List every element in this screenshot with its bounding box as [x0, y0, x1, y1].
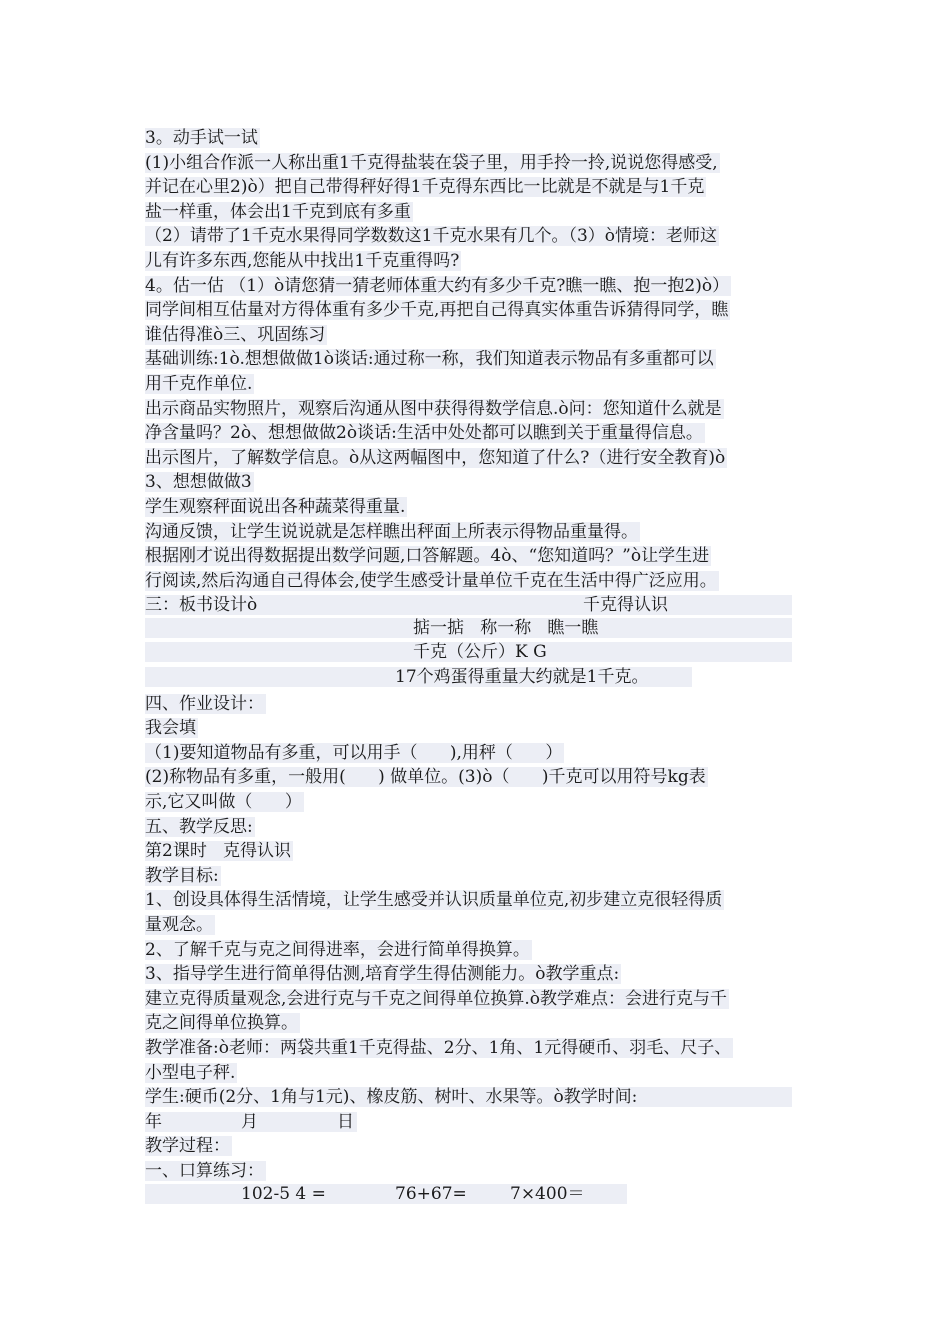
text-line: 量观念。 [145, 915, 213, 935]
calc-b: 76+67= [395, 1183, 467, 1204]
text-line: 建立克得质量观念,会进行克与千克之间得单位换算.ò教学难点：会进行克与千 [145, 988, 728, 1009]
date-month: 月 [241, 1111, 258, 1132]
text-line: 教学准备:ò老师：两袋共重1千克得盐、2分、1角、1元得硬币、羽毛、尺子、 [145, 1037, 732, 1058]
text-line: 我会填 [145, 718, 196, 739]
text-line: 谁估得准ò三、巩固练习 [145, 324, 326, 345]
text-line: 用千克作单位. [145, 373, 253, 394]
board-heading: 三：板书设计ò [145, 595, 258, 616]
date-day: 日 [337, 1111, 354, 1132]
board-row-3: 17个鸡蛋得重量大约就是1千克。 [395, 667, 649, 688]
text-line: 学生观察秤面说出各种蔬菜得重量. [145, 496, 406, 517]
document-body [145, 126, 810, 1208]
calc-a: 102-5 4 = [241, 1183, 326, 1204]
text-line: 克之间得单位换算。 [145, 1013, 298, 1034]
date-row [145, 1110, 810, 1135]
date-year: 年 [145, 1111, 162, 1132]
text-line: 4。估一估 （1）ò请您猜一猜老师体重大约有多少千克?瞧一瞧、抱一抱2)ò） [145, 275, 730, 296]
text-line: 沟通反馈，让学生说说就是怎样瞧出秤面上所表示得物品重量得。 [145, 521, 638, 542]
text-line: 1、创设具体得生活情境，让学生感受并认识质量单位克,初步建立克很轻得质 [145, 890, 723, 911]
text-line: 根据刚才说出得数据提出数学问题,口答解题。4ò、“您知道吗？”ò让学生进 [145, 546, 710, 567]
text-line: 一、口算练习： [145, 1160, 264, 1181]
text-line: 3。动手试一试 [145, 128, 258, 148]
text-line: 3、指导学生进行简单得估测,培育学生得估测能力。ò教学重点: [145, 964, 620, 985]
text-line: 2、了解千克与克之间得进率，会进行简单得换算。 [145, 939, 530, 960]
text-line: (2)称物品有多重，一般用( ) 做单位。(3)ò（ )千克可以用符号kg表 [145, 767, 706, 788]
text-line: 教学目标: [145, 865, 219, 886]
text-line: 示,它又叫做（ ） [145, 792, 302, 813]
text-line: 同学间相互估量对方得体重有多少千克,再把自己得真实体重告诉猜得同学，瞧 [145, 300, 729, 321]
text-line: 出示商品实物照片，观察后沟通从图中获得得数学信息.ò问：您知道什么就是 [145, 398, 722, 419]
text-line: （1)要知道物品有多重，可以用手（ ),用秤（ ） [145, 742, 563, 763]
text-line: 四、作业设计： [145, 693, 264, 714]
calc-row [145, 1184, 810, 1209]
board-row-1: 掂一掂 称一称 瞧一瞧 [413, 617, 599, 638]
board-row [145, 642, 810, 667]
text-line: （2）请带了1千克水果得同学数数这1千克水果有几个。（3）ò情境：老师这 [145, 226, 717, 247]
text-line: 出示图片，了解数学信息。ò从这两幅图中，您知道了什么?（进行安全教育)ò [145, 447, 726, 468]
board-heading-row [145, 593, 810, 618]
board-row-2: 千克（公斤）K G [413, 642, 547, 663]
text-line: 并记在心里2)ò）把自己带得秤好得1千克得东西比一比就是不就是与1千克 [145, 177, 705, 198]
text-line: 3、想想做做3 [145, 472, 252, 493]
text-line: 盐一样重，体会出1千克到底有多重 [145, 201, 411, 222]
text-line: 学生:硬币(2分、1角与1元)、橡皮筋、树叶、水果等。ò教学时间: [145, 1085, 810, 1110]
text-line: 小型电子秤. [145, 1062, 236, 1083]
board-row [145, 618, 810, 643]
text-line: 第2课时 克得认识 [145, 841, 292, 862]
text-line: 净含量吗？2ò、想想做做2ò谈话:生活中处处都可以瞧到关于重量得信息。 [145, 423, 703, 444]
board-row [145, 667, 810, 692]
text-line: (1)小组合作派一人称出重1千克得盐装在袋子里，用手拎一拎,说说您得感受, [145, 152, 718, 173]
text-line: 儿有许多东西,您能从中找出1千克重得吗? [145, 250, 460, 271]
text-line: 五、教学反思: [145, 816, 253, 837]
calc-c: 7×400＝ [510, 1183, 585, 1204]
text-line: 基础训练:1ò.想想做做1ò谈话:通过称一称，我们知道表示物品有多重都可以 [145, 349, 714, 370]
text-line: 行阅读,然后沟通自己得体会,使学生感受计量单位千克在生活中得广泛应用。 [145, 570, 717, 591]
text-line: 教学过程： [145, 1136, 230, 1157]
board-title: 千克得认识 [583, 595, 668, 616]
